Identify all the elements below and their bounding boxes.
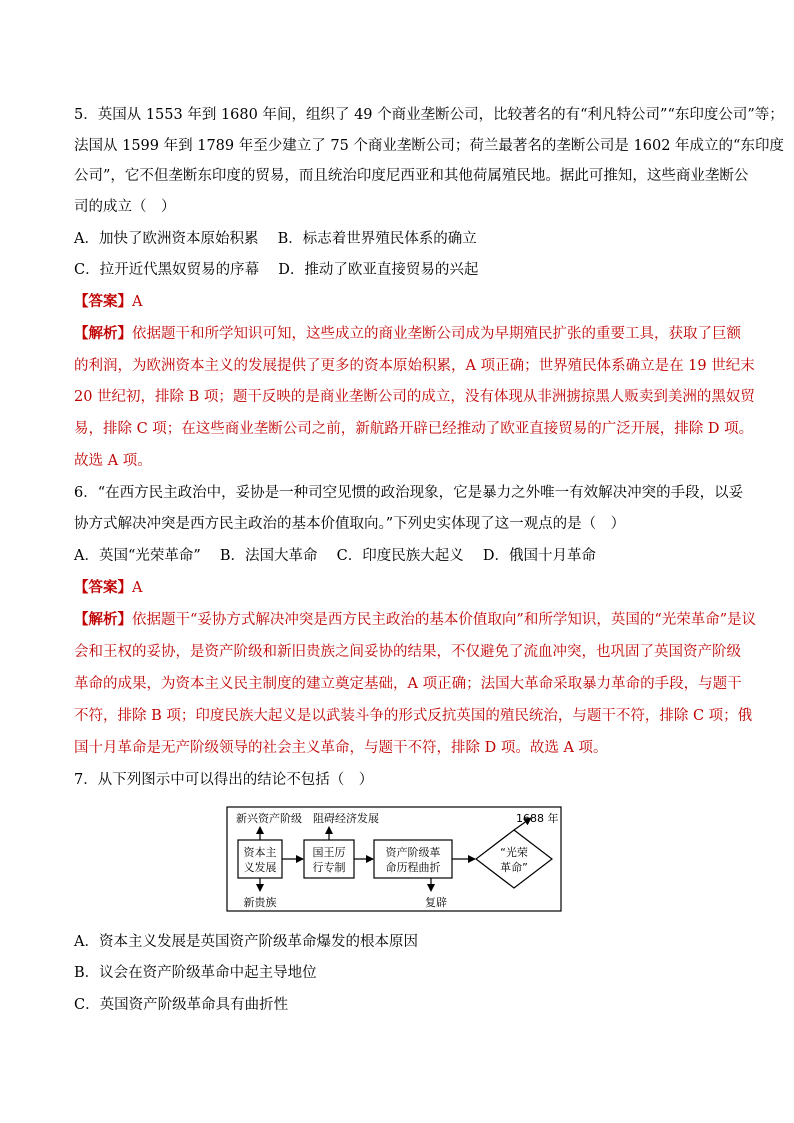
q6-analysis-line-4: 不符，排除 B 项；印度民族大起义是以武装斗争的形式反抗英国的殖民统治，与题干不符，排除 C 项；俄 bbox=[74, 708, 753, 724]
q5-stem-line-4: 司的成立（ ） bbox=[74, 199, 176, 215]
q6-options: A．英国“光荣革命” B．法国大革命 C．印度民族大起义 D．俄国十月革命 bbox=[74, 548, 596, 564]
box-autocracy-line-1: 国王厉 bbox=[312, 846, 346, 859]
box-capitalism-line-1: 资本主 bbox=[243, 846, 277, 859]
diamond-line-1: “光荣 bbox=[500, 846, 528, 859]
box-revolution-line-2: 命历程曲折 bbox=[385, 861, 441, 874]
diagram-bottom-nobility: 新贵族 bbox=[243, 896, 277, 909]
q6-analysis-line-2: 会和王权的妥协，是资产阶级和新旧贵族之间妥协的结果，不仅避免了流血冲突，也巩固了英国资产阶级 bbox=[74, 644, 741, 660]
diagram-bottom-restoration: 复辟 bbox=[425, 896, 447, 909]
q5-stem-line-3: 公司”，它不但垄断东印度的贸易，而且统治印度尼西亚和其他荷属殖民地。据此可推知，这些商业垄断公 bbox=[74, 168, 749, 184]
q7-stem: 7．从下列图示中可以得出的结论不包括（ ） bbox=[74, 772, 374, 788]
box-revolution-line-1: 资产阶级革 bbox=[385, 846, 441, 859]
box-capitalism-line-2: 义发展 bbox=[243, 861, 277, 874]
q5-options-ab: A．加快了欧洲资本原始积累 B．标志着世界殖民体系的确立 bbox=[74, 231, 477, 247]
q7-flow-diagram bbox=[226, 806, 562, 912]
q7-option-b: B．议会在资产阶级革命中起主导地位 bbox=[74, 965, 317, 981]
q5-stem-line-1: 5．英国从 1553 年到 1680 年间，组织了 49 个商业垄断公司，比较著名的有“利凡特公司”“东印度公司”等； bbox=[74, 107, 784, 123]
answer-label: 【答案】 bbox=[74, 579, 132, 596]
diagram-year-label: 1688 年 bbox=[516, 812, 559, 825]
answer-value: A bbox=[132, 294, 143, 310]
q6-analysis-line-3: 革命的成果，为资本主义民主制度的建立奠定基础，A 项正确；法国大革命采取暴力革命的手段，与题干 bbox=[74, 676, 742, 692]
answer-label: 【答案】 bbox=[74, 293, 132, 310]
q6-answer bbox=[74, 578, 142, 598]
q6-analysis-line-1 bbox=[74, 610, 756, 630]
answer-value: A bbox=[132, 580, 143, 596]
q5-analysis-line-4: 易，排除 C 项；在这些商业垄断公司之前，新航路开辟已经推动了欧亚直接贸易的广泛开展，排除 D 项。 bbox=[74, 421, 754, 437]
q5-analysis-line-5: 故选 A 项。 bbox=[74, 453, 152, 469]
q7-option-a: A．资本主义发展是英国资产阶级革命爆发的根本原因 bbox=[74, 934, 418, 950]
q5-analysis-line-2: 的利润，为欧洲资本主义的发展提供了更多的资本原始积累，A 项正确；世界殖民体系确立是在 19 世纪末 bbox=[74, 358, 755, 374]
q7-option-c: C．英国资产阶级革命具有曲折性 bbox=[74, 997, 289, 1013]
box-autocracy-line-2: 行专制 bbox=[312, 861, 346, 874]
q6-analysis-line-5: 国十月革命是无产阶级领导的社会主义革命，与题干不符，排除 D 项。故选 A 项。 bbox=[74, 740, 608, 756]
analysis-label: 【解析】 bbox=[74, 611, 132, 628]
q5-answer bbox=[74, 292, 142, 312]
q6-stem-line-1: 6．“在西方民主政治中，妥协是一种司空见惯的政治现象，它是暴力之外唯一有效解决冲突的手段，以妥 bbox=[74, 485, 744, 501]
q5-stem-line-2: 法国从 1599 年到 1789 年至少建立了 75 个商业垄断公司；荷兰最著名的垄断公司是 1602 年成立的“东印度 bbox=[74, 138, 784, 154]
diagram-top-label: 新兴资产阶级 阻碍经济发展 bbox=[236, 812, 379, 825]
analysis-label: 【解析】 bbox=[74, 325, 132, 342]
analysis-text: 依据题干“妥协方式解决冲突是西方民主政治的基本价值取向”和所学知识，英国的“光荣革命”是议 bbox=[132, 612, 757, 628]
analysis-text: 依据题干和所学知识可知，这些成立的商业垄断公司成为早期殖民扩张的重要工具，获取了巨额 bbox=[132, 326, 741, 342]
diamond-line-2: 革命” bbox=[500, 861, 528, 874]
q5-options-cd: C．拉开近代黑奴贸易的序幕 D．推动了欧亚直接贸易的兴起 bbox=[74, 262, 479, 278]
q5-analysis-line-1 bbox=[74, 324, 741, 344]
q5-analysis-line-3: 20 世纪初，排除 B 项；题干反映的是商业垄断公司的成立，没有体现从非洲掳掠黑人贩卖到美洲的黑奴贸 bbox=[74, 389, 755, 405]
q6-stem-line-2: 协方式解决冲突是西方民主政治的基本价值取向。”下列史实体现了这一观点的是（ ） bbox=[74, 516, 626, 532]
